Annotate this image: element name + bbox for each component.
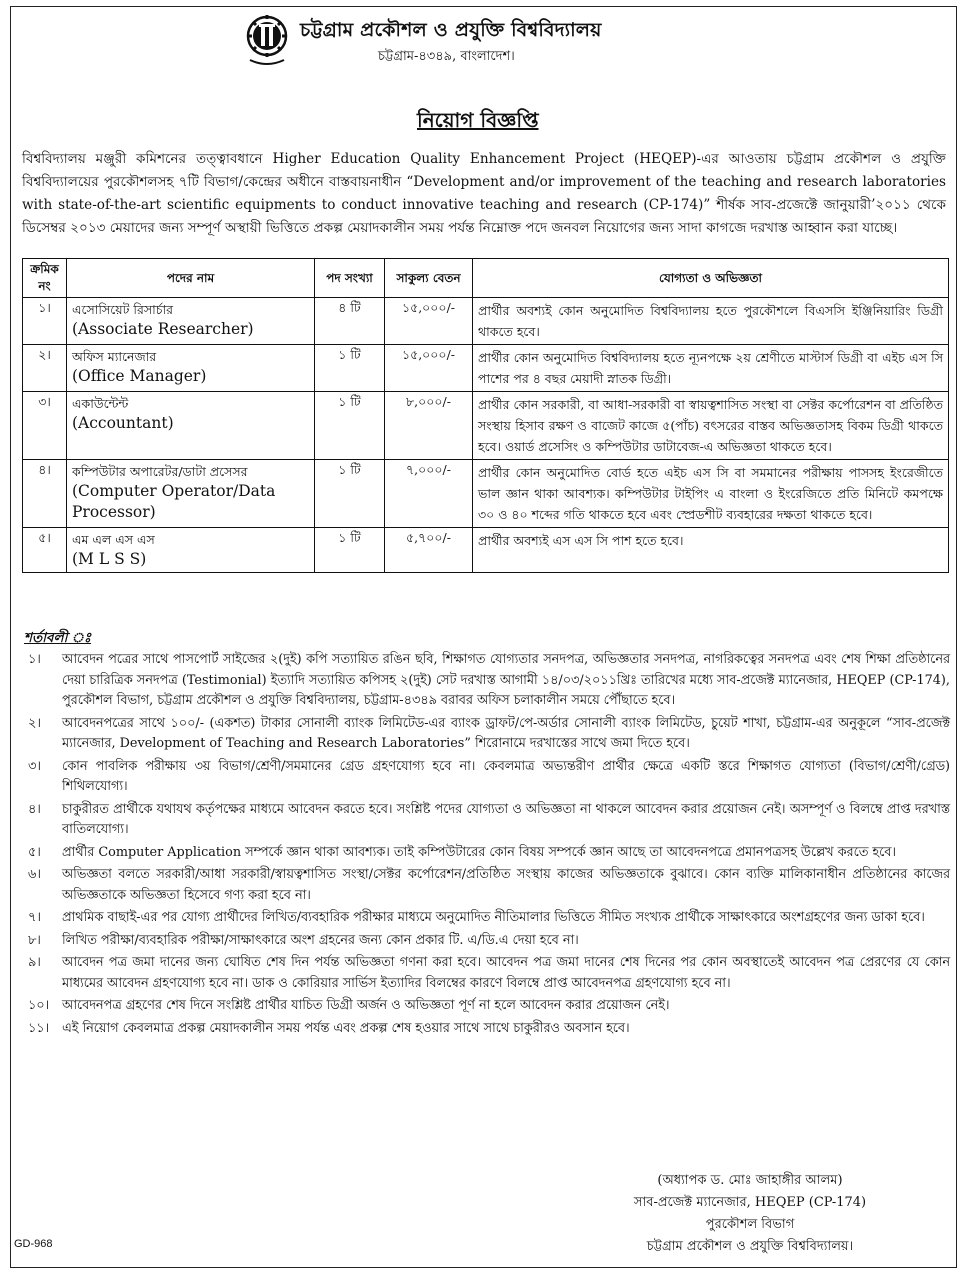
term-item <box>22 996 950 1017</box>
row-position <box>67 392 315 460</box>
term-number: ৫। <box>28 844 41 860</box>
row-posts: ১ টি <box>315 345 385 392</box>
position-name-bn: অফিস ম্যানেজার <box>72 349 157 364</box>
position-name-en: (Computer Operator/Data Processor) <box>72 482 276 521</box>
term-item <box>22 953 950 994</box>
row-qualification: প্রার্থীর অবশ্যই এস এস সি পাশ হতে হবে। <box>473 528 949 573</box>
term-text: আবেদনপত্র গ্রহণের শেষ দিনে সংশ্লিষ্ট প্রার্থীর যাচিত ডিগ্রী অর্জন ও অভিজ্ঞতা পূর্ণ না হলে আবেদন করার প্রয়োজন নেই। <box>62 998 670 1013</box>
row-position <box>67 345 315 392</box>
position-name-en: (Accountant) <box>72 414 174 432</box>
term-item <box>22 714 950 755</box>
term-item <box>22 650 950 712</box>
table-row <box>23 528 949 573</box>
position-name-bn: এসোসিয়েট রিসার্চার <box>72 302 173 317</box>
term-number: ১০। <box>28 998 50 1013</box>
row-posts: ১ টি <box>315 528 385 573</box>
position-name-en: (Associate Researcher) <box>72 320 254 338</box>
term-text: এই নিয়োগ কেবলমাত্র প্রকল্প মেয়াদকালীন সময় পর্যন্ত এবং প্রকল্প শেষ হওয়ার সাথে সাথে চাকুরীরও অবসান হবে। <box>62 1020 630 1036</box>
term-number: ১। <box>28 652 41 667</box>
row-qualification: প্রার্থীর কোন অনুমোদিত বিশ্ববিদ্যালয় হতে ন্যূনপক্ষে ২য় শ্রেণীতে মাস্টার্স ডিগ্রী বা এইচ এস সি পাশের পর ৪ বছর মেয়াদী স্নাতক ডিগ্রী। <box>473 345 949 392</box>
table-row <box>23 392 949 460</box>
row-salary: ১৫,০০০/- <box>385 298 473 345</box>
header-salary: সাকুল্য বেতন <box>385 259 473 298</box>
term-text: প্রাথমিক বাছাই-এর পর যোগ্য প্রার্থীদের লিখিত/ব্যবহারিক পরীক্ষার মাধ্যমে অনুমোদিত নীতিমালার ভিত্তিতে সীমিত সংখ্যক প্রার্থীকে সাক্ষাৎকারে অংশগ্রহণের জন্য ডাকা হবে। <box>62 910 925 925</box>
term-number: ৭। <box>28 910 41 925</box>
university-name: চট্টগ্রাম প্রকৌশল ও প্রযুক্তি বিশ্ববিদ্যালয় <box>300 19 602 41</box>
term-number: ৬। <box>28 867 41 882</box>
university-address: চট্টগ্রাম-৪৩৪৯, বাংলাদেশ। <box>378 49 515 64</box>
term-number: ৯। <box>28 955 41 970</box>
row-serial: ৫। <box>23 528 67 573</box>
signatory-designation: সাব-প্রজেক্ট ম্যানেজার, HEQEP (CP-174) <box>633 1195 867 1210</box>
positions-table <box>22 258 949 573</box>
row-position <box>67 298 315 345</box>
position-name-bn: কম্পিউটার অপারেটর/ডাটা প্রসেসর <box>72 464 248 479</box>
row-posts: ৪ টি <box>315 298 385 345</box>
term-item <box>22 800 950 841</box>
term-text: চাকুরীরত প্রার্থীকে যথাযথ কর্তৃপক্ষের মাধ্যমে আবেদন করতে হবে। সংশ্লিষ্ট পদের যোগ্যতা ও অভিজ্ঞতা না থাকলে আবেদন করার প্রয়োজন নেই। অসম্পূর্ণ ও বিলম্বে প্রাপ্ত দরখাস্ত বাতিলযোগ্য। <box>62 801 950 837</box>
intro-paragraph: বিশ্ববিদ্যালয় মঞ্জুরী কমিশনের তত্ত্বাবধানে Higher Education Quality Enhancement Project (HEQEP)-এর আওতায় চট্টগ্রাম প্রকৌশল ও প্রযুক্তি বিশ্ববিদ্যালয়ের পুরকৌশলসহ ৭টি বিভাগ/কেন্দ্রের অধীনে বাস্তবায়নাধীন “Development and/or improvement of the teaching and research laboratories with state-of-the-art scientific equipments to conduct innovative teaching and research (CP-174)” শীর্ষক সাব-প্রজেক্টে জানুয়ারী’২০১১ থেকে ডিসেম্বর ২০১৩ মেয়াদের জন্য সম্পূর্ণ অস্থায়ী ভিত্তিতে প্রকল্প মেয়াদকালীন সময় পর্যন্ত নিম্নোক্ত পদে জনবল নিয়োগের জন্য সাদা কাগজে দরখাস্ত আহ্বান করা যাচ্ছে। <box>22 151 946 236</box>
row-qualification: প্রার্থীর কোন অনুমোদিত বোর্ড হতে এইচ এস সি বা সমমানের পরীক্ষায় পাসসহ ইংরেজীতে ভাল জ্ঞান থাকা আবশ্যক। কম্পিউটার টাইপিং এ বাংলা ও ইংরেজিতে প্রতি মিনিটে কমপক্ষে ৩০ ও ৪০ শব্দের গতি থাকতে হবে এবং স্প্রেডশীট ব্যবহারের দক্ষতা থাকতে হবে। <box>473 460 949 528</box>
position-name-bn: একাউন্টেন্ট <box>72 396 129 411</box>
term-text: আবেদন পত্র জমা দানের জন্য ঘোষিত শেষ দিন পর্যন্ত অভিজ্ঞতা গণনা করা হবে। আবেদন পত্র জমা দানের শেষ দিনের পর কোন অবস্থাতেই আবেদন পত্র প্রেরণের যে কোন মাধ্যমের আবেদন গ্রহণযোগ্য হবে না। ডাক ও কোরিয়ার সার্ভিস ইত্যাদির বিলম্বের কারণে বিলম্বে প্রাপ্ত আবেদনপত্র গ্রহণযোগ্য হবে না। <box>62 955 950 991</box>
term-text: আবেদন পত্রের সাথে পাসপোর্ট সাইজের ২(দুই) কপি সত্যায়িত রঙিন ছবি, শিক্ষাগত যোগ্যতার সনদপত্র, অভিজ্ঞতার সনদপত্র, নাগরিকত্বের সনদপত্র এবং শেষ শিক্ষা প্রতিষ্ঠানের দেয়া চারিত্রিক সনদপত্র (Testimonial) ইত্যাদি সত্যায়িত কপিসহ ২(দুই) সেট দরখাস্ত আগামী ১৪/০৩/২০১১খ্রিঃ তারিখের মধ্যে সাব-প্রজেক্ট ম্যানেজার, HEQEP (CP-174), পুরকৌশল বিভাগ, চট্টগ্রাম প্রকৌশল ও প্রযুক্তি বিশ্ববিদ্যালয়, চট্টগ্রাম-৪৩৪৯ বরাবর অফিস চলাকালীন সময়ে পৌঁছাতে হবে। <box>62 652 950 708</box>
header-serial: ক্রমিক নং <box>23 259 67 298</box>
signatory-department: পুরকৌশল বিভাগ <box>705 1217 795 1232</box>
term-number: ৮। <box>28 932 41 948</box>
header-position: পদের নাম <box>67 259 315 298</box>
term-text: কোন পাবলিক পরীক্ষায় ৩য় বিভাগ/শ্রেণী/সমমানের গ্রেড গ্রহণযোগ্য হবে না। কেবলমাত্র অভ্যন্তরীণ প্রার্থীর ক্ষেত্রে একটি স্তরে শিক্ষাগত যোগ্যতা (বিভাগ/শ্রেণী/গ্রেড) শিথিলযোগ্য। <box>62 758 950 794</box>
term-item <box>22 757 950 798</box>
row-serial: ৪। <box>23 460 67 528</box>
term-item <box>22 908 950 929</box>
notice-title: নিয়োগ বিজ্ঞপ্তি <box>417 108 539 132</box>
row-posts: ১ টি <box>315 392 385 460</box>
footer-code: GD-968 <box>14 1238 53 1250</box>
term-text: আবেদনপত্রের সাথে ১০০/- (একশত) টাকার সোনালী ব্যাংক লিমিটেড-এর ব্যাংক ড্রাফট/পে-অর্ডার সোনালী ব্যাংক লিমিটেড, চুয়েট শাখা, চট্টগ্রাম-এর অনুকূলে “সাব-প্রজেক্ট ম্যানেজার, Development of Teaching and Research Laboratories” শিরোনামে দরখাস্তের সাথে জমা দিতে হবে। <box>62 715 950 751</box>
position-name-en: (M L S S) <box>72 550 147 568</box>
row-salary: ৮,০০০/- <box>385 392 473 460</box>
position-name-en: (Office Manager) <box>72 367 207 385</box>
row-serial: ৩। <box>23 392 67 460</box>
row-salary: ১৫,০০০/- <box>385 345 473 392</box>
university-emblem-icon <box>246 14 288 70</box>
term-text: অভিজ্ঞতা বলতে সরকারী/আধা সরকারী/স্বায়ত্বশাসিত সংস্থা/সেক্টর কর্পোরেশন/প্রতিষ্ঠিত সংস্থায় কাজের অভিজ্ঞতাকে বুঝাবে। কোন ব্যক্তি মালিকানাধীন প্রতিষ্ঠানের কাজের অভিজ্ঞতাকে অভিজ্ঞতা হিসেবে গণ্য করা হবে না। <box>62 867 950 903</box>
row-posts: ১ টি <box>315 460 385 528</box>
terms-list <box>22 650 950 1041</box>
terms-heading: শর্তাবলী ঃ <box>24 630 92 646</box>
position-name-bn: এম এল এস এস <box>72 532 155 547</box>
term-text: প্রার্থীর Computer Application সম্পর্কে জ্ঞান থাকা আবশ্যক। তাই কম্পিউটারের কোন বিষয় সম্পর্কে জ্ঞান আছে তা আবেদনপত্রে প্রমানপত্রসহ উল্লেখ করতে হবে। <box>62 844 896 860</box>
row-salary: ৭,০০০/- <box>385 460 473 528</box>
row-salary: ৫,৭০০/- <box>385 528 473 573</box>
table-row <box>23 345 949 392</box>
row-position <box>67 460 315 528</box>
row-position <box>67 528 315 573</box>
row-serial: ১। <box>23 298 67 345</box>
term-item <box>22 843 950 864</box>
header-posts: পদ সংখ্যা <box>315 259 385 298</box>
term-item <box>22 1019 950 1040</box>
header-qualification: যোগ্যতা ও অভিজ্ঞতা <box>473 259 949 298</box>
signatory-name: (অধ্যাপক ড. মোঃ জাহাঙ্গীর আলম) <box>657 1173 843 1188</box>
term-item <box>22 865 950 906</box>
signatory-institution: চট্টগ্রাম প্রকৌশল ও প্রযুক্তি বিশ্ববিদ্যালয়। <box>646 1239 854 1254</box>
term-number: ৪। <box>28 801 41 817</box>
table-header-row <box>23 259 949 298</box>
term-text: লিখিত পরীক্ষা/ব্যবহারিক পরীক্ষা/সাক্ষাৎকারে অংশ গ্রহনের জন্য কোন প্রকার টি. এ/ডি.এ দেয়া হবে না। <box>62 932 579 948</box>
table-row <box>23 460 949 528</box>
table-row <box>23 298 949 345</box>
term-item <box>22 931 950 952</box>
term-number: ২। <box>28 715 41 731</box>
term-number: ৩। <box>28 758 41 774</box>
row-qualification: প্রার্থীর অবশ্যই কোন অনুমোদিত বিশ্ববিদ্যালয় হতে পুরকৌশলে বিএসসি ইঞ্জিনিয়ারিং ডিগ্রী থাকতে হবে। <box>473 298 949 345</box>
signature-block <box>580 1170 920 1258</box>
term-number: ১১। <box>28 1020 50 1036</box>
row-serial: ২। <box>23 345 67 392</box>
row-qualification: প্রার্থীর কোন সরকারী, বা আধা-সরকারী বা স্বায়ত্বশাসিত সংস্থা বা সেক্টর কর্পোরেশন বা প্রতিষ্ঠিত সংস্থায় হিসাব রক্ষণ ও বাজেট কাজে ৫(পাঁচ) বৎসরের বাস্তব অভিজ্ঞতাসহ বিকম ডিগ্রী থাকতে হবে। ওয়ার্ড প্রসেসিং ও কম্পিউটার ডাটাবেজ-এ অভিজ্ঞতা থাকতে হবে। <box>473 392 949 460</box>
